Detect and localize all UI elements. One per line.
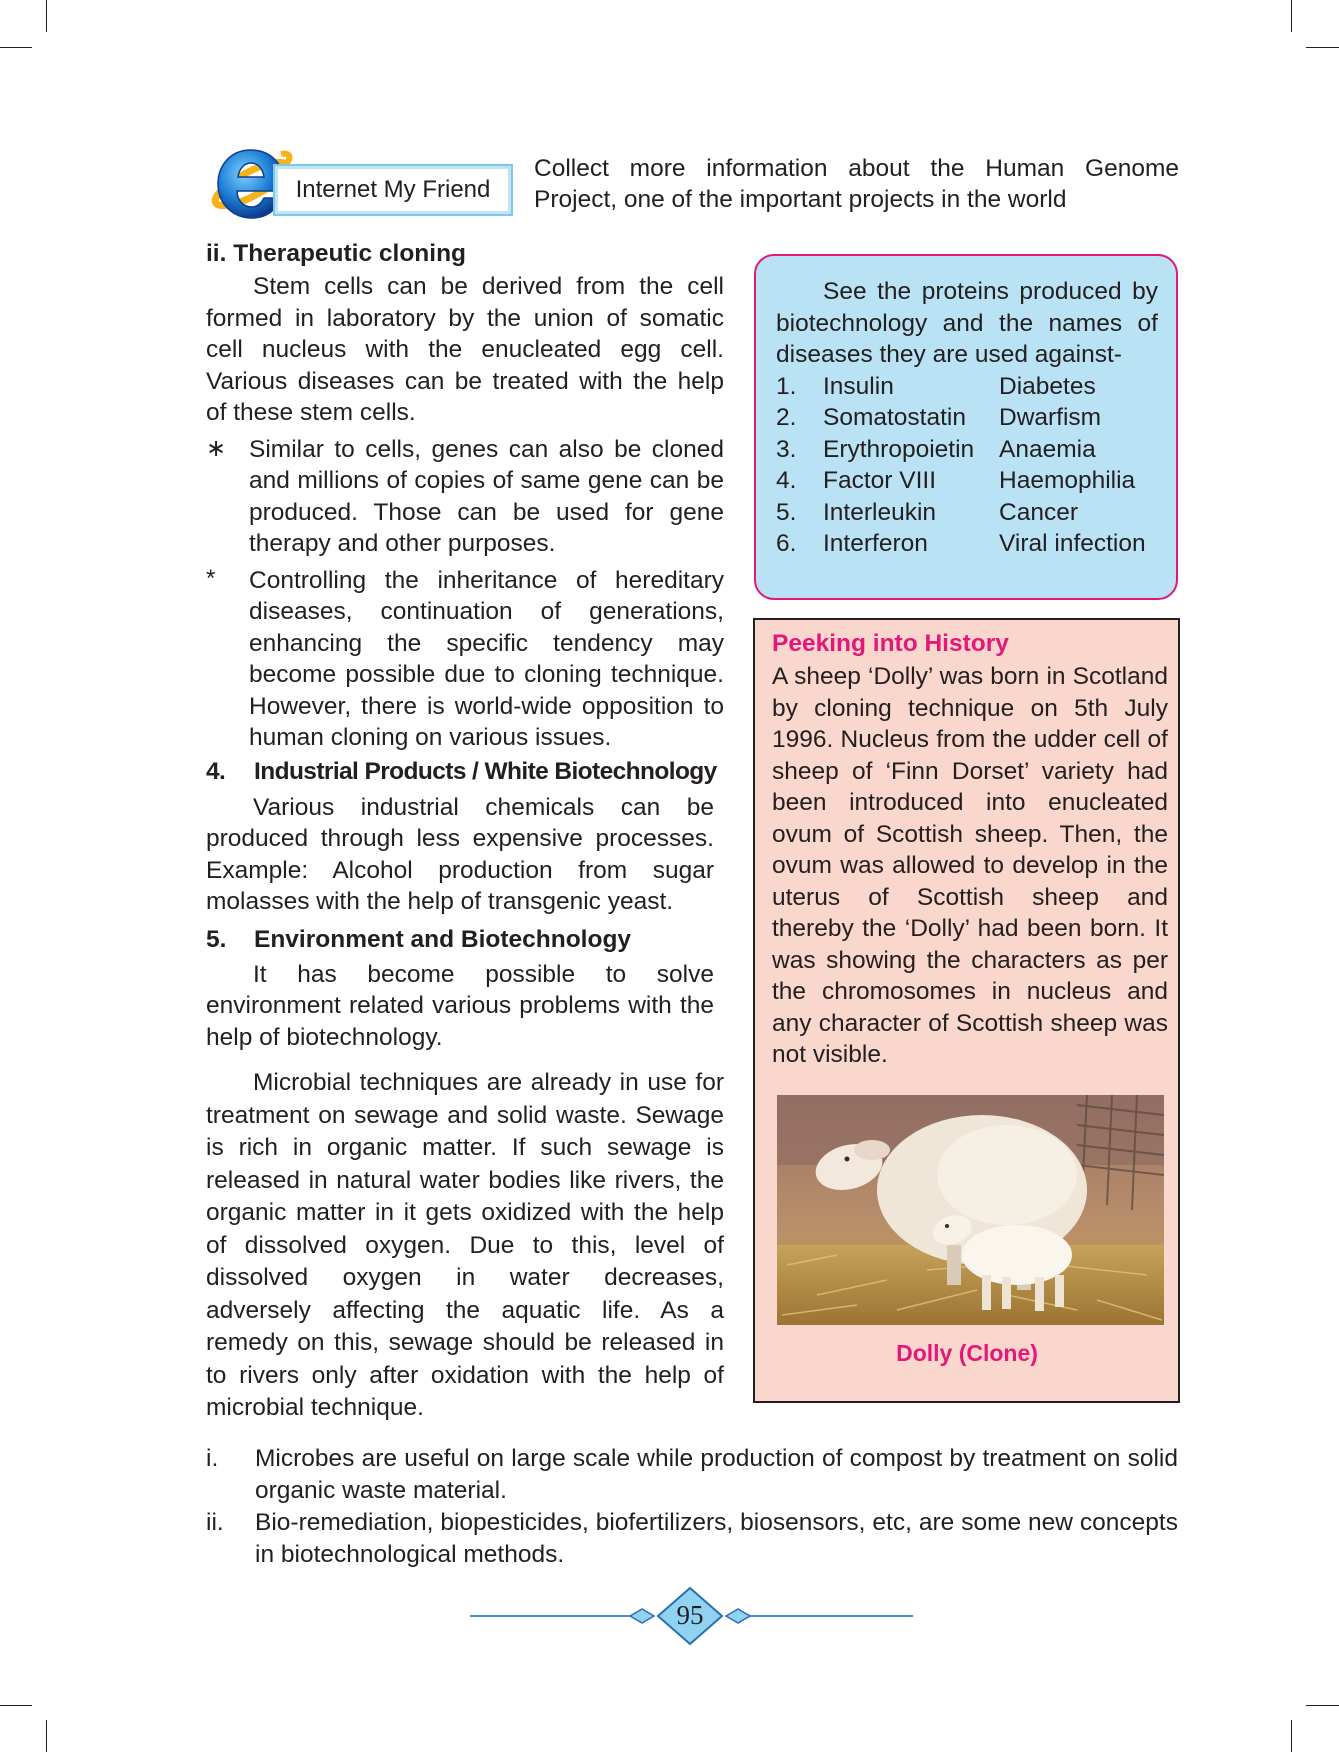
list-item (206, 1443, 1178, 1506)
protein-name: Interleukin (823, 498, 937, 526)
proteins-info-box (754, 254, 1178, 600)
protein-row (776, 465, 1158, 497)
crop-mark (1291, 1720, 1292, 1752)
disease-name: Haemophilia (999, 467, 1136, 494)
environment-paragraph: It has become possible to solve environment related various problems with the help of biotechnology. (206, 960, 714, 1051)
disease-name: Anaemia (999, 435, 1096, 463)
list-marker: i. (206, 1445, 219, 1472)
bullet-list (206, 434, 724, 754)
environment-heading (206, 924, 724, 956)
protein-name: Erythropoietin (823, 435, 975, 463)
crop-mark (0, 1705, 32, 1706)
crop-mark (46, 0, 47, 32)
list-item (206, 565, 724, 754)
bullet-text: Similar to cells, genes can also be cloned and millions of copies of same gene can be produced. Those can be used for gene therapy and other purposes. (249, 435, 724, 557)
peeking-into-history-box (753, 618, 1180, 1403)
protein-name: Insulin (823, 372, 894, 400)
disease-name: Dwarfism (999, 404, 1102, 431)
protein-row (776, 434, 1158, 466)
proteins-list (776, 371, 1158, 560)
disease-name: Viral infection (999, 530, 1146, 557)
list-marker: ii. (206, 1509, 224, 1536)
list-text: Microbes are useful on large scale while production of compost by treatment on solid organic waste material. (255, 1445, 1178, 1504)
protein-number: 5. (776, 498, 797, 526)
protein-row (776, 371, 1158, 403)
protein-name: Factor VIII (823, 467, 937, 494)
footer-rule-right (745, 1615, 913, 1617)
internet-activity-text: Collect more information about the Human Genome Project, one of the important projects in the world (534, 155, 1179, 213)
therapeutic-cloning-paragraph: Stem cells can be derived from the cell formed in laboratory by the union of somatic cell nucleus with the enucleated egg cell. Various diseases can be treated with the help of these stem cells. (206, 273, 724, 426)
protein-row (776, 497, 1158, 529)
list-item (206, 434, 724, 560)
bullet-marker: * (206, 564, 216, 592)
protein-number: 3. (776, 435, 797, 463)
protein-name: Interferon (823, 530, 928, 557)
photo-caption: Dolly (Clone) (896, 1340, 1038, 1366)
protein-number: 4. (776, 467, 797, 494)
internet-my-friend-label: Internet My Friend (273, 164, 513, 216)
proteins-intro: See the proteins produced by biotechnology and the names of diseases they are used against- (776, 278, 1158, 368)
protein-number: 6. (776, 530, 797, 557)
disease-name: Diabetes (999, 372, 1096, 400)
footer-rule-left (470, 1615, 635, 1617)
section-title: Environment and Biotechnology (254, 925, 632, 953)
crop-mark (1306, 47, 1339, 48)
protein-name: Somatostatin (823, 404, 966, 431)
list-item (206, 1507, 1178, 1570)
history-heading: Peeking into History (772, 630, 1009, 657)
history-text: A sheep ‘Dolly’ was born in Scotland by cloning technique on 5th July 1996. Nucleus from the udder cell of sheep of ‘Finn Dorset’ variety had been introduced into enucleated ovum of Scottish sheep. Then, the ovum was allowed to develop in the uterus of Scottish sheep and thereby the ‘Dolly’ had been born. It was showing the characters as per the chromosomes in nucleus and any character of Scottish sheep was not visible. (772, 663, 1168, 1068)
microbial-techniques-paragraph: Microbial techniques are already in use for treatment on sewage and solid waste. Sewage is rich in organic matter. If such sewage is released in natural water bodies like rivers, the organic matter in it gets oxidized with the help of dissolved oxygen. Due to this, level of dissolved oxygen in water decreases, adversely affecting the aquatic life. As a remedy on this, sewage should be released in to rivers only after oxidation with the help of microbial technique. (206, 1069, 724, 1421)
section-title: Industrial Products / White Biotechnology (254, 757, 717, 785)
section-number: 5. (206, 925, 227, 953)
protein-row (776, 402, 1158, 434)
dolly-sheep-photo (777, 1095, 1164, 1325)
industrial-products-heading (206, 756, 724, 788)
section-number: 4. (206, 757, 226, 785)
protein-number: 2. (776, 404, 797, 431)
bullet-marker: ∗ (206, 434, 227, 462)
crop-mark (1291, 0, 1292, 32)
left-column (206, 238, 724, 1425)
protein-row (776, 528, 1158, 560)
crop-mark (1306, 1705, 1339, 1706)
bottom-list (206, 1443, 1178, 1570)
list-text: Bio-remediation, biopesticides, biofertilizers, biosensors, etc, are some new concepts in biotechnological methods. (255, 1509, 1178, 1568)
page-number: 95 (676, 1600, 704, 1630)
crop-mark (46, 1720, 47, 1752)
bullet-text: Controlling the inheritance of hereditary diseases, continuation of generations, enhancing the specific tendency may become possible due to cloning technique. However, there is world-wide opposition to human cloning on various issues. (249, 566, 724, 751)
crop-mark (0, 47, 32, 48)
protein-number: 1. (776, 372, 797, 400)
industrial-products-paragraph: Various industrial chemicals can be produced through less expensive processes. Example: Alcohol production from sugar molasses with the help of transgenic yeast. (206, 793, 714, 915)
disease-name: Cancer (999, 498, 1078, 526)
therapeutic-cloning-heading: ii. Therapeutic cloning (206, 240, 467, 267)
